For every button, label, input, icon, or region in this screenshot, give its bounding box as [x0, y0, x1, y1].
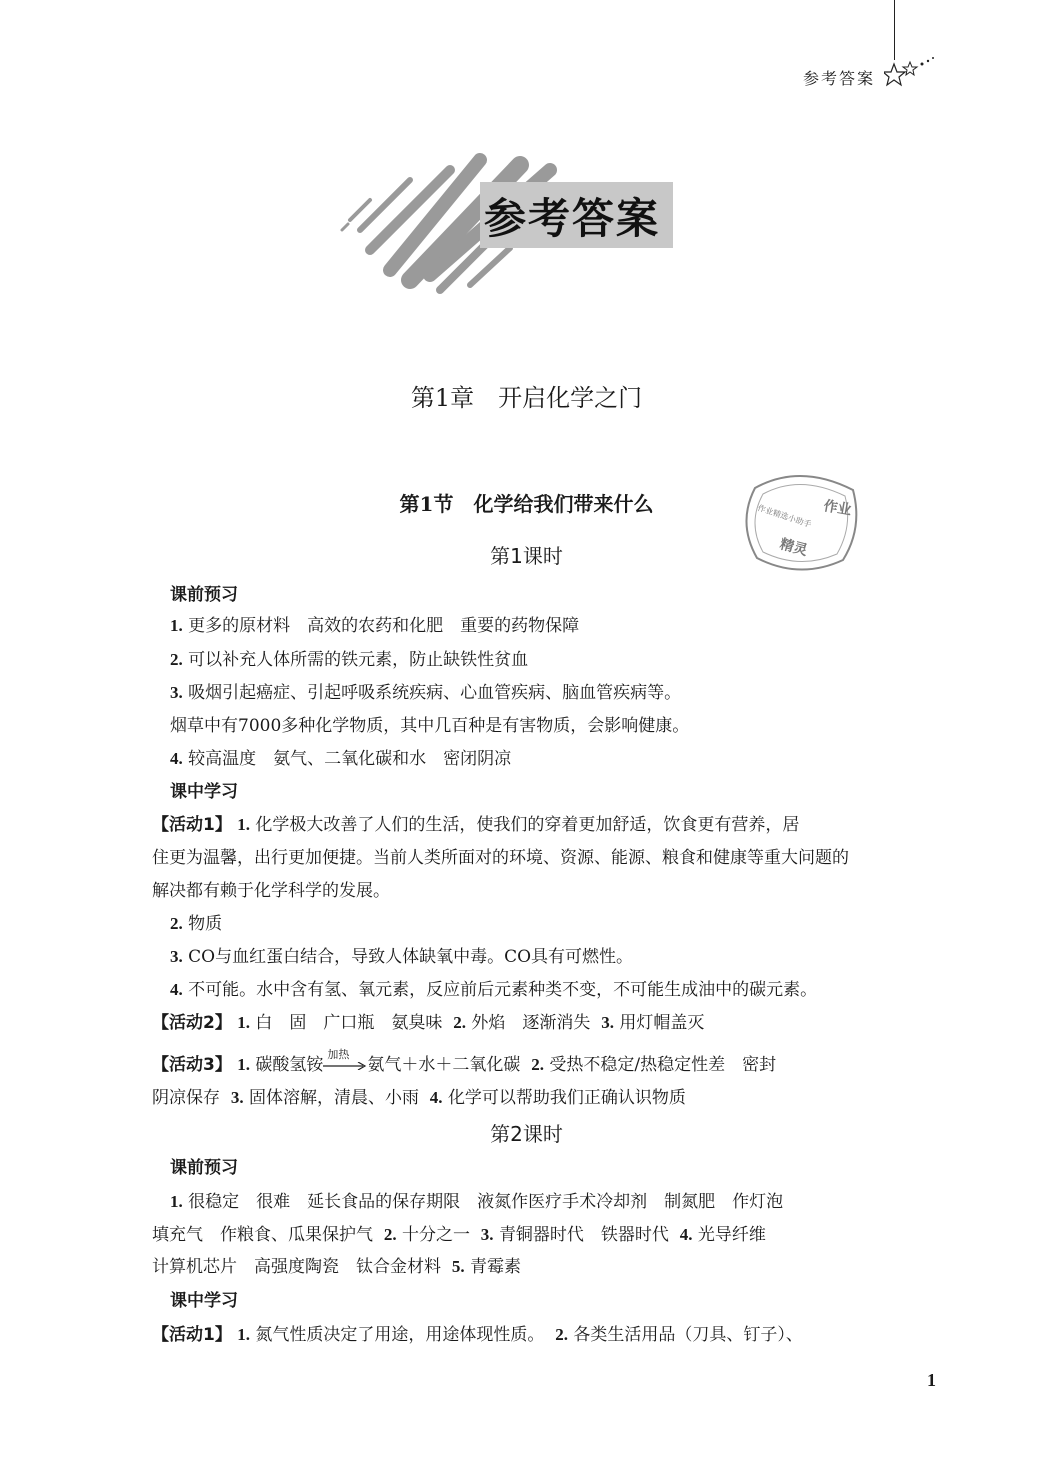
reaction-arrow-icon: 加热 — [323, 1060, 367, 1072]
answer-line: 3. 吸烟引起癌症、引起呼吸系统疾病、心血管疾病、脑血管疾病等。 — [170, 683, 682, 703]
answer-line: 计算机芯片 高强度陶瓷 钛合金材料 5. 青霉素 — [152, 1257, 521, 1277]
star-icon — [884, 50, 944, 90]
stamp-text-1: 作业 — [822, 498, 853, 519]
running-header: 参考答案 — [802, 69, 875, 88]
answer-line: 3. CO与血红蛋白结合，导致人体缺氧中毒。CO具有可燃性。 — [170, 947, 634, 967]
banner-title: 参考答案 — [484, 194, 661, 243]
answer-line: 1. 很稳定 很难 延长食品的保存期限 液氮作医疗手术冷却剂 制氮肥 作灯泡 — [170, 1192, 784, 1212]
chapter-title: 第1章 开启化学之门 — [410, 384, 643, 412]
activity-2-line: 【活动2】 1. 白 固 广口瓶 氨臭味 2. 外焰 逐渐消失 3. 用灯帽盖灭 — [152, 1013, 705, 1033]
pre-study-label: 课前预习 — [170, 585, 238, 605]
lesson-1-title: 第1课时 — [490, 544, 563, 568]
in-class-label: 课中学习 — [170, 1291, 238, 1311]
answer-line: 1. 更多的原材料 高效的农药和化肥 重要的药物保障 — [170, 616, 580, 636]
answer-line: 4. 不可能。水中含有氢、氧元素，反应前后元素种类不变，不可能生成油中的碳元素。 — [170, 980, 818, 1000]
stamp-text-3: 精灵 — [777, 536, 810, 560]
activity-1-line: 【活动1】 1. 氮气性质决定了用途，用途体现性质。 2. 各类生活用品（刀具、钉子）、 — [152, 1325, 803, 1345]
answer-line: 2. 可以补充人体所需的铁元素，防止缺铁性贫血 — [170, 650, 529, 670]
activity-1-line: 【活动1】 1. 化学极大改善了人们的生活，使我们的穿着更加舒适，饮食更有营养，居 — [152, 815, 800, 835]
section-title: 第1节 化学给我们带来什么 — [399, 492, 654, 516]
answer-line: 住更为温馨，出行更加便捷。当前人类所面对的环境、资源、能源、粮食和健康等重大问题的 — [152, 848, 849, 868]
answer-line: 烟草中有7000多种化学物质，其中几百种是有害物质，会影响健康。 — [170, 716, 690, 736]
answer-line: 阴凉保存 3. 固体溶解，清晨、小雨 4. 化学可以帮助我们正确认识物质 — [152, 1088, 686, 1108]
lesson-2-title: 第2课时 — [490, 1122, 563, 1146]
answer-line: 解决都有赖于化学科学的发展。 — [152, 881, 390, 901]
answer-line: 填充气 作粮食、瓜果保护气 2. 十分之一 3. 青铜器时代 铁器时代 4. 光导纤维 — [152, 1225, 766, 1245]
answer-line: 4. 较高温度 氨气、二氧化碳和水 密闭阴凉 — [170, 749, 512, 769]
pre-study-label: 课前预习 — [170, 1158, 238, 1178]
stamp-text-2: 作业精选小助手 — [756, 503, 813, 530]
activity-3-line: 【活动3】 1. 碳酸氢铵 加热 氨气＋水＋二氧化碳 2. 受热不稳定/热稳定性差 密封 — [152, 1047, 777, 1075]
answer-line: 2. 物质 — [170, 914, 223, 934]
in-class-label: 课中学习 — [170, 782, 238, 802]
page-number: 1 — [927, 1370, 936, 1390]
